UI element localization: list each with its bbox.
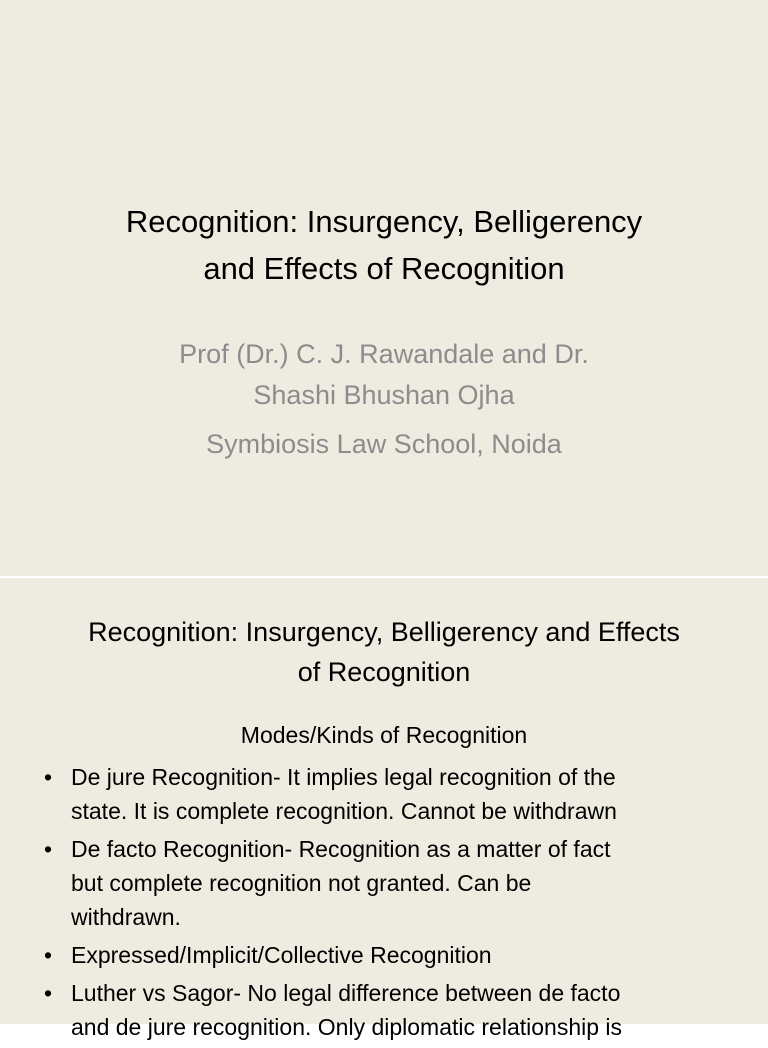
bullet-line: withdrawn.: [71, 904, 181, 930]
bullet-line: but complete recognition not granted. Can be: [71, 870, 532, 896]
slide-2-section-heading: Modes/Kinds of Recognition: [240, 722, 528, 748]
bullet-line: and de jure recognition. Only diplomatic relationship is: [71, 1014, 623, 1040]
bullet-dot-icon: •: [44, 980, 53, 1006]
bullet-dot-icon: •: [44, 764, 53, 790]
slide-1-author-line: Prof (Dr.) C. J. Rawandale and Dr.: [179, 339, 589, 369]
slide-1-title-line: Recognition: Insurgency, Belligerency: [125, 204, 643, 239]
slide-2: [0, 576, 768, 1040]
bullet-dot-icon: •: [44, 942, 53, 968]
bullet-dot-icon: •: [44, 836, 53, 862]
slide-2-title-line: Recognition: Insurgency, Belligerency and Effects: [88, 617, 680, 647]
bullet-item: [44, 832, 734, 934]
slide-1-author-line: Shashi Bhushan Ojha: [253, 380, 515, 410]
slide-2-bullet-list: [44, 760, 734, 1048]
bullet-line: Expressed/Implicit/Collective Recognition: [71, 942, 492, 968]
bullet-item: [44, 976, 734, 1044]
bullet-line: state. It is complete recognition. Cannot be withdrawn: [71, 798, 617, 824]
bullet-item: [44, 760, 734, 828]
slide-1-title: [40, 198, 728, 292]
slide-1-title-line: and Effects of Recognition: [203, 251, 565, 286]
slide-1-institution: Symbiosis Law School, Noida: [206, 429, 562, 459]
bullet-item: [44, 938, 734, 972]
slide-2-title-line: of Recognition: [297, 657, 471, 687]
bullet-line: De jure Recognition- It implies legal recognition of the: [71, 764, 616, 790]
slide-2-title: [20, 612, 748, 692]
bullet-line: Luther vs Sagor- No legal difference between de facto: [71, 980, 621, 1006]
slide-1-subtitle: [40, 334, 728, 465]
bullet-line: De facto Recognition- Recognition as a matter of fact: [71, 836, 611, 862]
